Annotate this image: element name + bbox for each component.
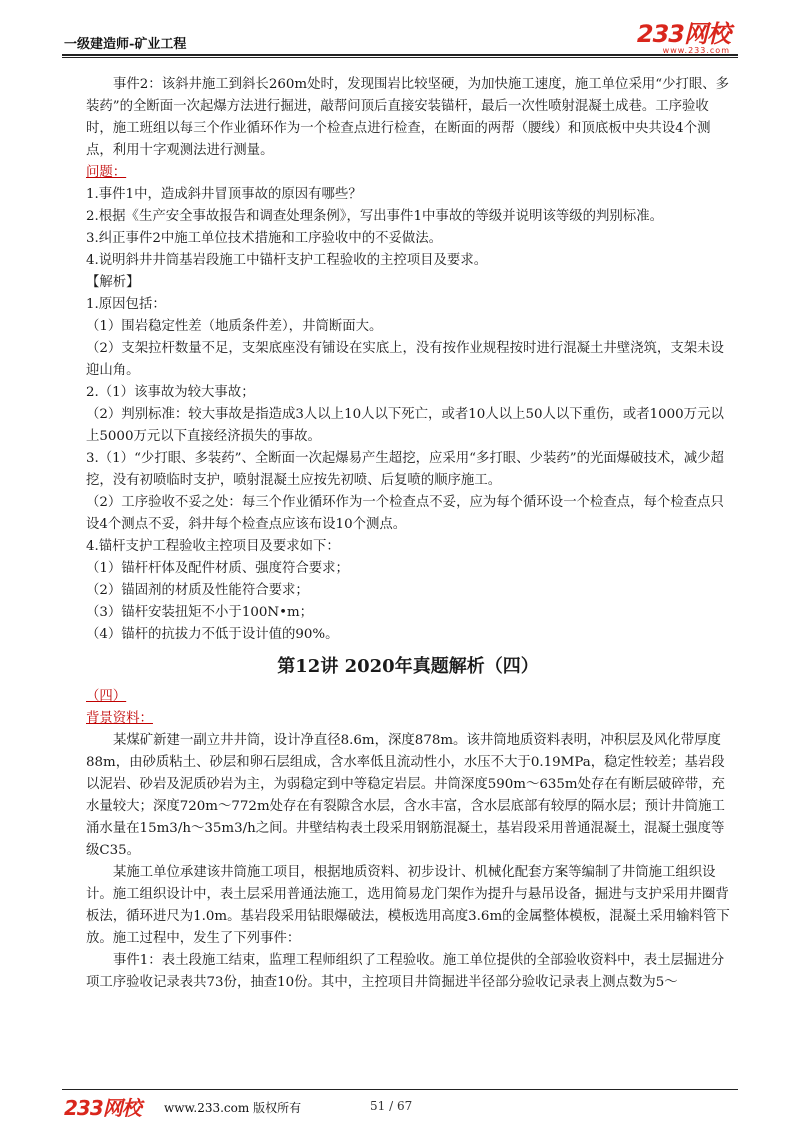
text-paragraph: 3.（1）“少打眼、多装药”、全断面一次起爆易产生超挖，应采用“多打眼、少装药”的光面爆破技术，减少超挖，没有初喷临时支护，喷射混凝土应按先初喷、后复喷的顺序施工。	[86, 451, 724, 488]
footer-logo: 233网校	[64, 1096, 141, 1120]
text-label: （四）	[86, 689, 127, 704]
header-title: 一级建造师-矿业工程	[64, 37, 187, 52]
text-paragraph: （1）锚杆杆体及配件材质、强度符合要求；	[86, 561, 349, 576]
text-paragraph: 4.锚杆支护工程验收主控项目及要求如下：	[86, 539, 340, 554]
text-paragraph: （2）判别标准：较大事故是指造成3人以上10人以下死亡，或者10人以上50人以下重伤，或者1000万元以上5000万元以下直接经济损失的事故。	[86, 407, 724, 444]
text-paragraph: （2）支架拉杆数量不足，支架底座没有铺设在实底上，没有按作业规程按时进行混凝土井壁浇筑，支架未设迎山角。	[86, 341, 724, 378]
text-paragraph: 1.原因包括：	[86, 297, 166, 312]
text-paragraph: （1）围岩稳定性差（地质条件差），井筒断面大。	[86, 319, 383, 334]
text-paragraph: （3）锚杆安装扭矩不小于100N•m；	[86, 605, 314, 620]
text-paragraph: 1.事件1中，造成斜井冒顶事故的原因有哪些？	[86, 187, 362, 202]
text-paragraph	[86, 686, 730, 708]
text-paragraph: （2）工序验收不妥之处：每三个作业循环作为一个检查点不妥，应为每个循环设一个检查点，每个检查点只设4个测点不妥，斜井每个检查点应该布设10个测点。	[86, 495, 724, 532]
text-paragraph	[86, 708, 730, 730]
text-paragraph: 某煤矿新建一副立井井筒，设计净直径8.6m，深度878m。该井筒地质资料表明，冲积层及风化带厚度88m，由砂质粘土、砂层和卵石层组成，含水率低且流动性小，水压不大于0.19MPa，稳定性较差；基岩段以泥岩、砂岩及泥质砂岩为主，为弱稳定到中等稳定岩层。井筒深度590m～635m处存在有断层破碎带，充水量较大；深度720m～772m处存在有裂隙含水层，含水丰富，含水层底部有较厚的隔水层；预计井筒施工涌水量在15m3/h～35m3/h之间。井壁结构表土段采用钢筋混凝土，基岩段采用普通混凝土，混凝土强度等级C35。	[86, 733, 725, 858]
logo-site: www.233.com	[662, 46, 730, 55]
text-paragraph: 【解析】	[86, 275, 140, 290]
text-paragraph: 3.纠正事件2中施工单位技术措施和工序验收中的不妥做法。	[86, 231, 443, 246]
footer-copyright: www.233.com 版权所有	[164, 1101, 302, 1115]
section-heading: 第12讲 2020年真题解析（四）	[277, 656, 539, 677]
text-paragraph: 事件1：表土段施工结束，监理工程师组织了工程验收。施工单位提供的全部验收资料中，表土层掘进分项工序验收记录表共73份，抽查10份。其中，主控项目井筒掘进半径部分验收记录表上测点数为5～	[86, 953, 725, 990]
text-paragraph: 2.根据《生产安全事故报告和调查处理条例》，写出事件1中事故的等级并说明该等级的判别标准。	[86, 209, 663, 224]
text-paragraph: 4.说明斜井井筒基岩段施工中锚杆支护工程验收的主控项目及要求。	[86, 253, 488, 268]
text-paragraph: 某施工单位承建该井筒施工项目，根据地质资料、初步设计、机械化配套方案等编制了井筒施工组织设计。施工组织设计中，表土层采用普通法施工，选用简易龙门架作为提升与悬吊设备，掘进与支护采用井圈背板法，循环进尺为1.0m。基岩段采用钻眼爆破法，模板选用高度3.6m的金属整体模板，混凝土采用输料管下放。施工过程中，发生了下列事件：	[86, 865, 730, 946]
text-label: 背景资料：	[86, 711, 153, 726]
text-paragraph	[86, 162, 730, 184]
header-logo	[637, 22, 730, 56]
text-paragraph: （2）锚固剂的材质及性能符合要求；	[86, 583, 309, 598]
footer-rule	[62, 1089, 738, 1090]
text-paragraph: （4）锚杆的抗拔力不低于设计值的90%。	[86, 627, 339, 642]
text-label: 问题：	[86, 165, 127, 180]
logo-brand: 233网校	[636, 20, 730, 48]
content-block-2	[86, 686, 730, 994]
page-number: 51 / 67	[370, 1099, 413, 1113]
document-body	[86, 74, 730, 994]
text-paragraph: 2.（1）该事故为较大事故；	[86, 385, 255, 400]
header-rule-thin	[62, 57, 738, 58]
header-rule	[62, 54, 738, 56]
text-paragraph: 事件2：该斜井施工到斜长260m处时，发现围岩比较坚硬，为加快施工速度，施工单位采用“少打眼、多装药”的全断面一次起爆方法进行掘进，敲帮问顶后直接安装锚杆，最后一次性喷射混凝土成巷。工序验收时，施工班组以每三个作业循环作为一个检查点进行检查，在断面的两帮（腰线）和顶底板中央共设4个测点，利用十字观测法进行测量。	[86, 77, 730, 158]
content-block-1	[86, 74, 730, 646]
